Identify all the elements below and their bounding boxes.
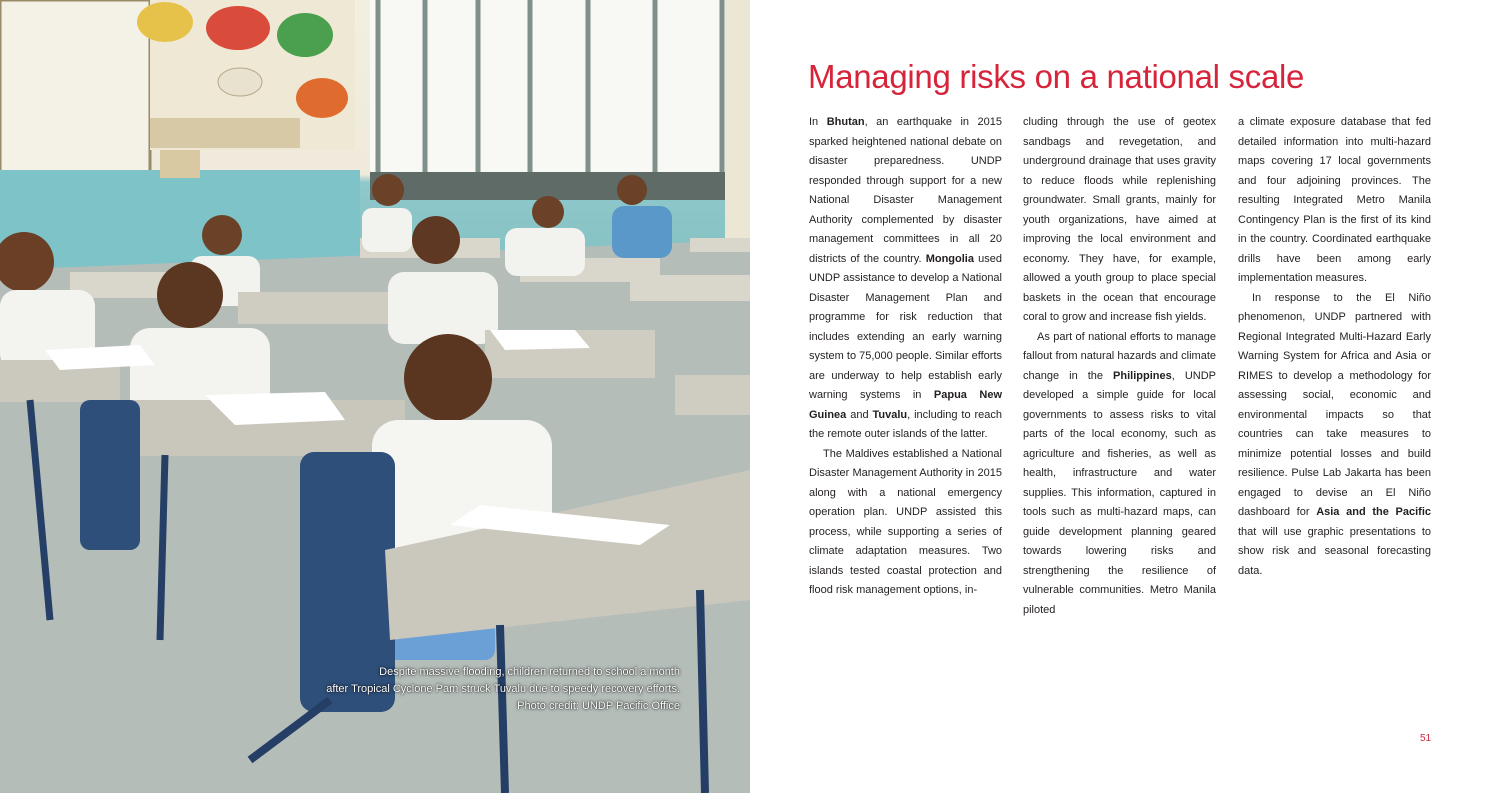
country-bhutan: Bhutan — [826, 116, 865, 128]
text-column-2 — [1023, 113, 1216, 620]
paragraph: cluding through the use of geotex sandbags and revegetation, and underground drainage that uses gravity to reduce floods while replenishing groundwater. Small grants, mainly for youth organizations, have aimed at improving the local environment and economy. They have, for example, allowed a youth group to place special baskets in the ocean that encourage coral to grow and increase fish yields. — [1023, 116, 1216, 323]
country-mongolia: Mongolia — [925, 252, 974, 265]
photo-credit: Photo credit: UNDP Pacific Office — [517, 700, 680, 712]
region-asia-pacific: Asia and the Pacific — [1316, 506, 1431, 518]
paragraph: The Maldives established a National Disaster Management Authority in 2015 along with a national emergency operation plan. UNDP assisted this process, while supporting a series of climate adaptation measures. Two islands tested coastal protection and flood risk management options, in- — [809, 447, 1002, 596]
page-title: Managing risks on a national scale — [808, 58, 1305, 95]
paragraph: In response to the El Niño phenomenon, UNDP partnered with Regional Integrated Multi-Hazard Early Warning System for Africa and Asia or RIMES to develop a methodology for assessing social, economic and environmental impacts so that countries can take measures to minimize potential losses and build resilience. Pulse Lab Jakarta has been engaged to devise an El Niño dashboard for Asia and the Pacific that will use graphic presentations to show risk and seasonal forecasting data. — [1238, 291, 1431, 577]
paragraph: In Bhutan, an earthquake in 2015 sparked heightened national debate on disaster preparedness. UNDP responded through support for a new National Disaster Management Authority complemented by disaster management committees in all 20 districts of the country. Mongolia used UNDP assistance to develop a National Disaster Management Plan and programme for risk reduction that includes extending an early warning system to 75,000 people. Similar efforts are underway to help establish early warning systems in Papua New Guinea and Tuvalu, including to reach the remote outer islands of the latter. — [809, 116, 1003, 440]
photo-caption — [260, 664, 680, 715]
paragraph: a climate exposure database that fed detailed information into multi-hazard maps covering 17 local governments and four adjoining provinces. The resulting Integrated Metro Manila Contingency Plan is the first of its kind in the country. Coordinated earthquake drills have been among early implementation measures. — [1238, 116, 1431, 284]
text-column-3 — [1238, 113, 1431, 581]
page-number: 51 — [1420, 733, 1432, 744]
paragraph: As part of national efforts to manage fallout from natural hazards and climate change in the Philippines, UNDP developed a simple guide for local governments to assess risks to vital parts of the local economy, such as agriculture and fisheries, as well as health, infrastructure and water supplies. This information, captured in tools such as multi-hazard maps, can guide development planning geared towards lowering risks and strengthening the resilience of vulnerable communities. Metro Manila piloted — [1023, 330, 1216, 616]
text-column-1 — [809, 113, 1002, 601]
country-tuvalu: Tuvalu — [872, 408, 908, 421]
caption-line-2: after Tropical Cyclone Pam struck Tuvalu due to speedy recovery efforts. — [326, 683, 680, 695]
caption-line-1: Despite massive flooding, children returned to school a month — [379, 666, 680, 678]
country-papua-new-guinea: Papua New Guinea — [809, 389, 1003, 421]
country-philippines: Philippines — [1113, 369, 1172, 382]
